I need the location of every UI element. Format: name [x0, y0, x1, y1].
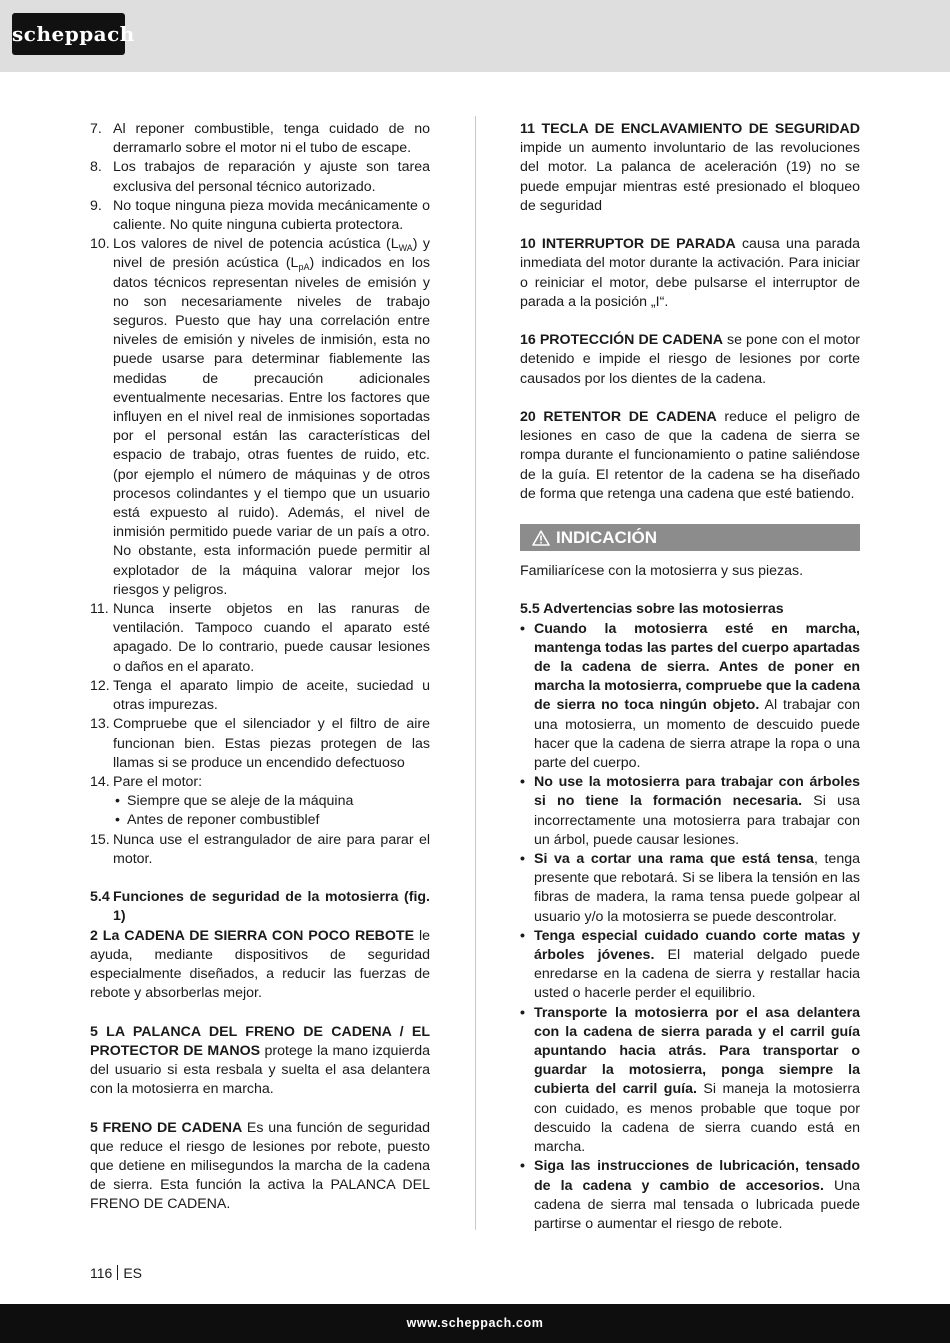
sub-list-item: • Antes de reponer combustiblef	[90, 811, 430, 830]
notice-title: INDICACIÓN	[556, 528, 658, 548]
notice-text: Familiarícese con la motosierra y sus piezas.	[520, 563, 804, 580]
bullet-icon: •	[520, 851, 525, 868]
list-item: • No use la motosierra para trabajar con árboles si no tiene la formación necesaria. Si usa incorrectamente una motosierra para trabajar con un árbol, puede causar lesiones.	[520, 773, 860, 850]
list-item: • Cuando la motosierra esté en marcha, mantenga todas las partes del cuerpo apartadas de la cadena de sierra. Antes de poner en marcha la motosierra, compruebe que la cadena de sierra no toca ningún objeto. Al trabajar con una motosierra, un momento de descuido puede hacer que la cadena de sierra atrape la ropa o una parte del cuerpo.	[520, 620, 860, 774]
paragraph: 20 RETENTOR DE CADENA reduce el peligro de lesiones en caso de que la cadena de sierra se rompa durante el funcionamiento o patine saliéndose de la guía. El retentor de la cadena se ha diseñado de forma que retenga una cadena que esté batiendo.	[520, 409, 861, 502]
column-divider	[475, 116, 476, 1230]
bullet-icon: •	[115, 812, 120, 829]
bullet-icon: •	[115, 793, 120, 810]
bullet-icon: •	[520, 1004, 525, 1021]
list-item-noise-values: 10. Los valores de nivel de potencia acústica $(L_{WA})$ y nivel de presión acústica $(L_{pA})$ indicados en los datos técnicos representan niveles de emisión y no son necesariamente niveles de trabajo seguros. Puesto que hay una correlación entre niveles de emisión y niveles de inmisión, esta no puede usarse para determinar fiablemente las medidas de precaución adicionales eventualmente necesarias. Entre los factores que influyen en el nivel real de inmisiones soportadas por el personal están las características del espacio de trabajo, otras fuentes de ruido, etc. (por ejemplo el número de máquinas y de otros procesos colindantes y el tiempo que un usuario está expuesto al ruido). Además, el nivel de inmisión permitido puede variar de un país a otro. No obstante, esta información puede permitir al explotador de la máquina valorar mejor los riesgos y peligros.	[90, 236, 431, 598]
paragraph: 5 LA PALANCA DEL FRENO DE CADENA / EL PROTECTOR DE MANOS protege la mano izquierda del usuario si esta resbala y suelta el asa delantera con la motosierra en marcha.	[90, 1023, 430, 1098]
paragraph: 10 INTERRUPTOR DE PARADA causa una parada inmediata del motor durante la activación. Para iniciar o reiniciar el motor, debe pulsarse el interruptor de parada a la posición „I“.	[520, 236, 860, 310]
list-item: 12. Tenga el aparato limpio de aceite, suciedad u otras impurezas.	[90, 677, 430, 714]
list-item: • Si va a cortar una rama que está tensa, tenga presente que rebotará. Si se libera la tensión en las fibras de madera, la rama tensa puede golpear al usuario y/o la motosierra se puede descontrolar.	[520, 850, 860, 927]
paragraph: 11 TECLA DE ENCLAVAMIENTO DE SEGURIDAD impide un aumento involuntario de las revoluciones del motor. La palanca de aceleración (19) no se puede empujar mientras esté presionado el bloqueo de seguridad	[520, 121, 860, 214]
section-heading: 5.4 Funciones de seguridad de la motosierra (fig. 1)	[90, 889, 430, 925]
list-item: • Transporte la motosierra por el asa delantera con la cadena de sierra parada y el carril guía apuntando hacia atrás. Para transportar o guardar la motosierra, ponga siempre la cubierta del carril guía. Si maneja la motosierra con cuidado, es menos probable que toque por descuido la cadena de sierra cuando está en marcha.	[520, 1004, 860, 1158]
list-item: 7. Al reponer combustible, tenga cuidado de no derramarlo sobre el motor ni el tubo de escape.	[90, 121, 430, 157]
paragraph: 16 PROTECCIÓN DE CADENA se pone con el motor detenido e impide el riesgo de lesiones por corte causados por los dientes de la cadena.	[520, 332, 860, 387]
list-item: 11. Nunca inserte objetos en las ranuras de ventilación. Tampoco cuando el aparato esté apagado. De lo contrario, puede causar lesiones o daños en el aparato.	[90, 601, 430, 675]
page-footer	[0, 1304, 950, 1343]
page-number: 116 ES	[90, 1265, 143, 1281]
list-item: 15. Nunca use el estrangulador de aire para parar el motor.	[90, 831, 430, 867]
list-item: • Siga las instrucciones de lubricación, tensado de la cadena y cambio de accesorios. Una cadena de sierra mal tensada o lubricada puede partirse o aumentar el riesgo de rebote.	[520, 1157, 860, 1234]
list-item: • Tenga especial cuidado cuando corte matas y árboles jóvenes. El material delgado puede enredarse en la cadena de sierra y restallar hacia usted o hacerle perder el equilibrio.	[520, 927, 860, 1004]
right-column	[520, 120, 860, 1234]
list-item: 8. Los trabajos de reparación y ajuste son tarea exclusiva del personal técnico autorizado.	[90, 159, 430, 195]
bullet-icon: •	[520, 1158, 525, 1175]
list-item: 13. Compruebe que el silenciador y el filtro de aire funcionan bien. Estas piezas protegen de las llamas si se produce un encendido defectuoso	[90, 716, 430, 771]
paragraph: 5 FRENO DE CADENA Es una función de seguridad que reduce el riesgo de lesiones por rebote, puesto que detiene en milisegundos la marcha de la cadena de sierra. Esta función la activa la PALANCA DEL FRENO DE CADENA.	[90, 1119, 430, 1213]
section-heading: 5.5 Advertencias sobre las motosierras	[520, 601, 784, 618]
left-column	[90, 120, 430, 1215]
bullet-icon: •	[520, 620, 525, 637]
bullet-icon: •	[520, 927, 525, 944]
paragraph: 2 La CADENA DE SIERRA CON POCO REBOTE le ayuda, mediante dispositivos de seguridad especialmente diseñados, a reducir las fuerzas de rebote y absorberlas mejor.	[90, 927, 430, 1002]
warning-icon	[532, 530, 550, 546]
website-url: www.scheppach.com	[406, 1316, 544, 1330]
brand-logo: scheppach	[12, 13, 125, 55]
list-item: 14. Pare el motor:	[90, 773, 203, 790]
page-header	[0, 0, 950, 72]
list-item: 9. No toque ninguna pieza movida mecánicamente o caliente. No quite ninguna cubierta protectora.	[90, 197, 430, 234]
notice-banner	[520, 524, 860, 551]
sub-list-item: • Siempre que se aleje de la máquina	[90, 792, 430, 811]
page-number-separator	[117, 1265, 118, 1280]
bullet-icon: •	[520, 774, 525, 791]
